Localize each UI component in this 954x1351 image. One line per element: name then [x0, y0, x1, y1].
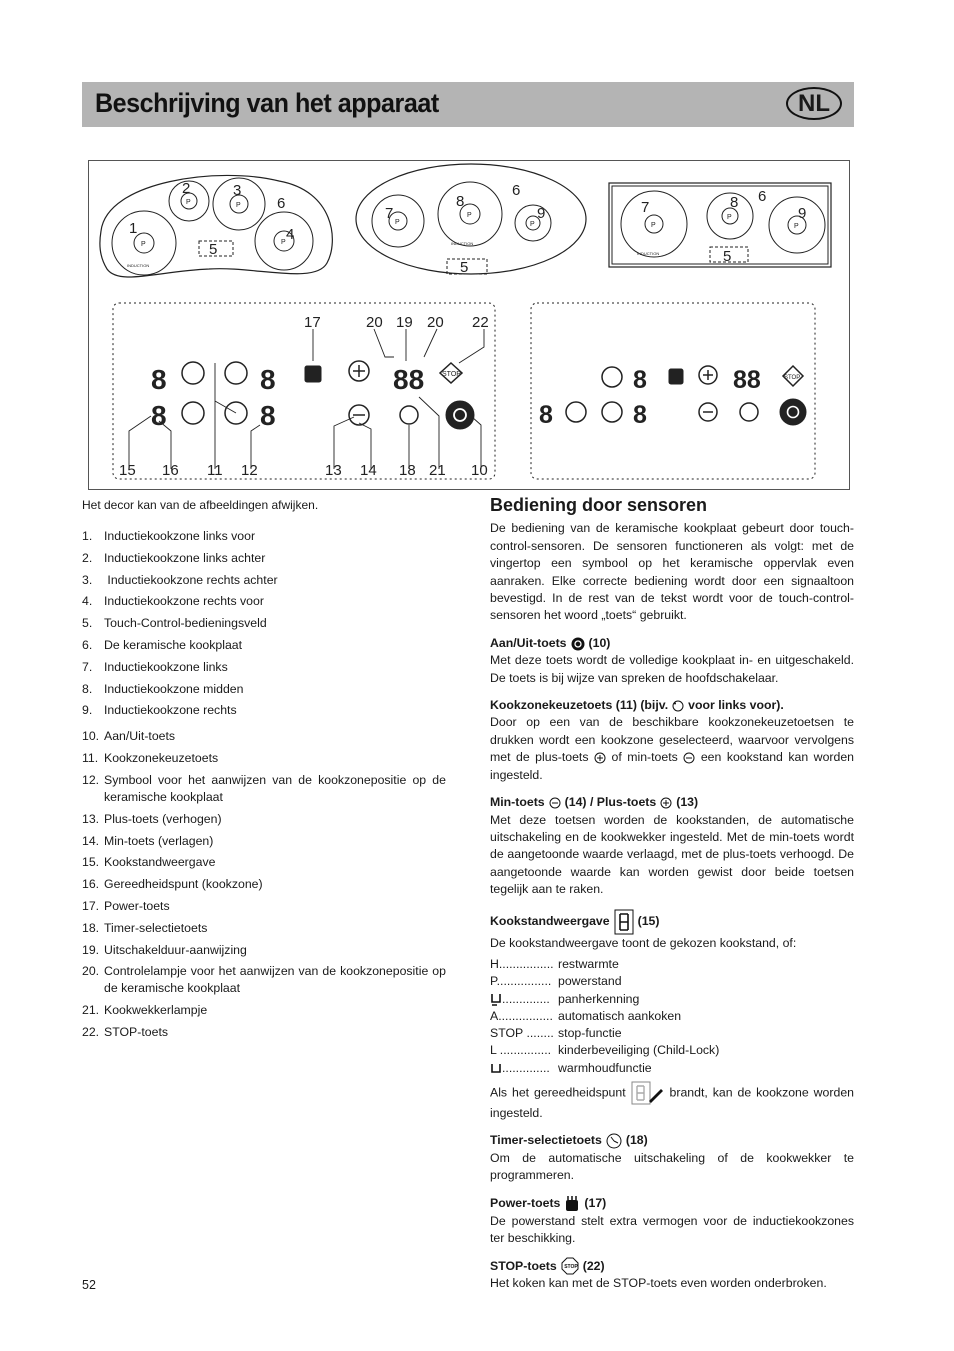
legend-item: 21. Kookwekkerlampje [82, 1003, 208, 1018]
zone-label: 7 [641, 199, 650, 216]
on-off-icon [446, 401, 474, 429]
plus-icon [660, 797, 672, 809]
page-number: 52 [82, 1278, 96, 1292]
legend-item: 10. Aan/Uit-toets [82, 729, 176, 744]
cooking-level-display: 8 [151, 400, 167, 431]
figure-caption: Het decor kan van de afbeeldingen afwijken. [82, 498, 319, 512]
ready-text: Als het gereedheidspunt brandt, kan de kookzone worden ingesteld. [490, 1081, 854, 1122]
plus-icon [594, 752, 606, 764]
induction-mark: INDUCTION [451, 241, 474, 246]
control-field-label: 5 [723, 248, 732, 265]
zone-select-icon [225, 362, 247, 384]
hob-four-zone [100, 175, 332, 277]
legend-item: 8. Inductiekookzone midden [82, 681, 244, 696]
legend-item: 19. Uitschakelduur-aanwijzing [82, 942, 247, 957]
power-text: De powerstand stelt extra vermogen voor de inductiekookzones ter beschikking. [490, 1213, 854, 1246]
minplus-heading: Min-toets (14) / Plus-toets (13) [490, 795, 699, 810]
control-field-label: 5 [460, 259, 469, 276]
ceramic-label: 6 [758, 188, 767, 205]
code-row: L ............... kinderbeveiliging (Child-Lock) [490, 1043, 720, 1058]
legend-item: 16. Gereedheidspunt (kookzone) [82, 877, 263, 892]
legend-item: 2. Inductiekookzone links achter [82, 550, 266, 565]
zone-label: 9 [798, 205, 807, 222]
zone-select-icon [182, 402, 204, 424]
callout-16: 16 [162, 462, 179, 479]
legend-item: 22. STOP-toets [82, 1024, 169, 1039]
zone-label: 2 [182, 180, 191, 197]
stop-heading: STOP-toets STOP (22) [490, 1257, 854, 1275]
hob-three-zone-oval [356, 164, 586, 276]
svg-text:88: 88 [733, 366, 761, 394]
minus-icon [549, 797, 561, 809]
zone-mark: P [651, 222, 656, 229]
intro-paragraph: De bediening van de keramische kookplaat gebeurt door touch-control-sensoren. De sensoren functioneren als volgt: met de vingertop een symbool op het keramische oppervlak even aanraken. Elke correcte bediening wordt door een signaaltoon bevestigd. In de rest van de tekst wordt voor de touch-control-sensoren het woord „toets“ gebruikt. [490, 521, 854, 623]
code-row: .............. warmhoudfunctie [490, 1060, 854, 1077]
svg-text:8: 8 [633, 366, 647, 394]
stop-text: STOP [442, 371, 461, 378]
zone-label: 8 [730, 194, 739, 211]
legend-item: 13. Plus-toets (verhogen) [82, 811, 222, 826]
zone-select-icon [182, 362, 204, 384]
cooking-level-display: 8 [151, 364, 167, 395]
zone-label: 7 [385, 205, 394, 222]
stop-text: Het koken kan met de STOP-toets even worden onderbroken. [490, 1276, 827, 1291]
appliance-figure [88, 160, 850, 490]
zone-mark: P [794, 223, 799, 230]
legend-item: 11. Kookzonekeuzetoets [82, 751, 219, 766]
seven-segment-icon [614, 909, 634, 935]
onoff-text: Met deze toets wordt de volledige kookplaat in- en uitgeschakeld. De toets is bij wijze van spreken de hoofdschakelaar. [490, 653, 854, 685]
legend-item: 1. Inductiekookzone links voor [82, 529, 256, 543]
legend-item: 4. Inductiekookzone rechts voor [82, 594, 264, 609]
select-heading: Kookzonekeuzetoets (11) (bijv. voor links voor). [490, 698, 784, 713]
timer-display: 88 [393, 364, 425, 395]
zone-mark: P [281, 239, 286, 246]
timer-icon [400, 406, 418, 424]
callout-12: 12 [241, 462, 258, 479]
page-title: Beschrijving van het apparaat [95, 88, 439, 118]
ceramic-label: 6 [277, 195, 286, 212]
power-icon [305, 366, 321, 382]
code-row: STOP ........ stop-functie [490, 1026, 622, 1041]
language-badge: NL [786, 87, 842, 120]
power-icon [564, 1195, 580, 1213]
zone-select-icon [672, 700, 684, 712]
svg-text:STOP: STOP [563, 1264, 578, 1271]
zone-mark: P [530, 221, 535, 228]
callout-11: 11 [207, 462, 223, 479]
minus-icon [683, 752, 695, 764]
induction-mark: INDUCTION [637, 251, 660, 256]
zone-label: 3 [233, 182, 242, 199]
svg-text:8: 8 [539, 401, 553, 429]
code-row: H................ restwarmte [490, 956, 619, 971]
timer-text: Om de automatische uitschakeling of de kookwekker te programmeren. [490, 1150, 854, 1183]
callout-10: 10 [471, 462, 488, 479]
control-panel-variant [531, 303, 815, 479]
callout-20b: 20 [427, 314, 444, 331]
callout-21: 21 [429, 462, 446, 479]
callout-15: 15 [119, 462, 136, 479]
code-row: P................ powerstand [490, 974, 622, 989]
zone-mark: P [395, 219, 400, 226]
zone-mark: P [467, 212, 472, 219]
code-row: .............. panherkenning [490, 991, 854, 1008]
timer-icon [606, 1133, 622, 1149]
control-panel-detail [113, 303, 495, 479]
power-heading: Power-toets (17) [490, 1195, 854, 1213]
display-text: De kookstandweergave toont de gekozen kookstand, of: [490, 935, 797, 950]
zone-label: 9 [537, 205, 546, 222]
stop-text: STOP [784, 375, 801, 381]
control-field-label: 5 [209, 241, 218, 258]
callout-22: 22 [472, 314, 489, 331]
legend-item: 3. Inductiekookzone rechts achter [82, 572, 278, 587]
select-text: Door op een van de beschikbare kookzonekeuzetoetsen te drukken wordt een kookzone geselecteerd, waarvoor vervolgens met de plus-toets of min-toets een kookstand kan worden ingesteld. [490, 715, 855, 782]
minplus-text: Met deze toetsen worden de kookstanden, de automatische uitschakeling en de kookwekker ingesteld. Met de min-toets wordt de aangetoonde waarde verlaagd, met de plus-toets verhoogd. De aangetoonde waarde kan worden gewist door beide toetsen tegelijk aan te raken. [490, 812, 854, 897]
ceramic-label: 6 [512, 182, 521, 199]
zone-mark: P [727, 214, 732, 221]
callout-17: 17 [304, 314, 321, 331]
stop-icon [561, 1257, 579, 1275]
ready-dot-icon [631, 1081, 665, 1105]
callout-14: 14 [360, 462, 377, 479]
legend-item: 9. Inductiekookzone rechts [82, 703, 237, 718]
header-bar [82, 82, 854, 127]
zone-mark: P [236, 202, 241, 209]
onoff-heading: Aan/Uit-toets (10) [490, 635, 611, 650]
zone-mark: P [186, 199, 191, 206]
callout-13: 13 [325, 462, 342, 479]
display-heading: Kookstandweergave (15) [490, 909, 854, 935]
keep-warm-icon [490, 1061, 502, 1075]
svg-text:8: 8 [633, 401, 647, 429]
legend-item: 20. Controlelampje voor het aanwijzen van de kookzonepositie op de keramische kookplaat [82, 964, 446, 996]
legend-item: 14. Min-toets (verlagen) [82, 833, 214, 848]
callout-18: 18 [399, 462, 416, 479]
display-codes [490, 956, 854, 1077]
timer-heading: Timer-selectietoets (18) [490, 1133, 648, 1148]
callout-20a: 20 [366, 314, 383, 331]
appliance-drawing [89, 161, 851, 491]
component-legend [82, 528, 446, 1046]
callout-19: 19 [396, 314, 413, 331]
zone-label: 8 [456, 193, 465, 210]
zone-label: 4 [286, 226, 295, 243]
legend-item: 15. Kookstandweergave [82, 855, 216, 870]
on-off-icon [571, 637, 585, 651]
legend-item: 5. Touch-Control-bedieningsveld [82, 616, 267, 631]
legend-item: 7. Inductiekookzone links [82, 659, 228, 674]
legend-item: 17. Power-toets [82, 898, 170, 913]
section-heading: Bediening door sensoren [490, 495, 708, 515]
pan-detection-icon [490, 992, 502, 1006]
code-row: A................ automatisch aankoken [490, 1008, 682, 1023]
zone-mark: P [141, 241, 146, 248]
sensor-operation-section [490, 497, 854, 1293]
hob-three-zone-rect [609, 183, 831, 267]
induction-mark: INDUCTION [127, 263, 150, 268]
legend-item: 18. Timer-selectietoets [82, 920, 208, 935]
cooking-level-display: 8 [260, 364, 276, 395]
legend-item: 6. De keramische kookplaat [82, 637, 243, 652]
cooking-level-display: 8 [260, 400, 276, 431]
legend-item: 12. Symbool voor het aanwijzen van de kookzonepositie op de keramische kookplaat [82, 772, 446, 804]
zone-label: 1 [129, 220, 138, 237]
